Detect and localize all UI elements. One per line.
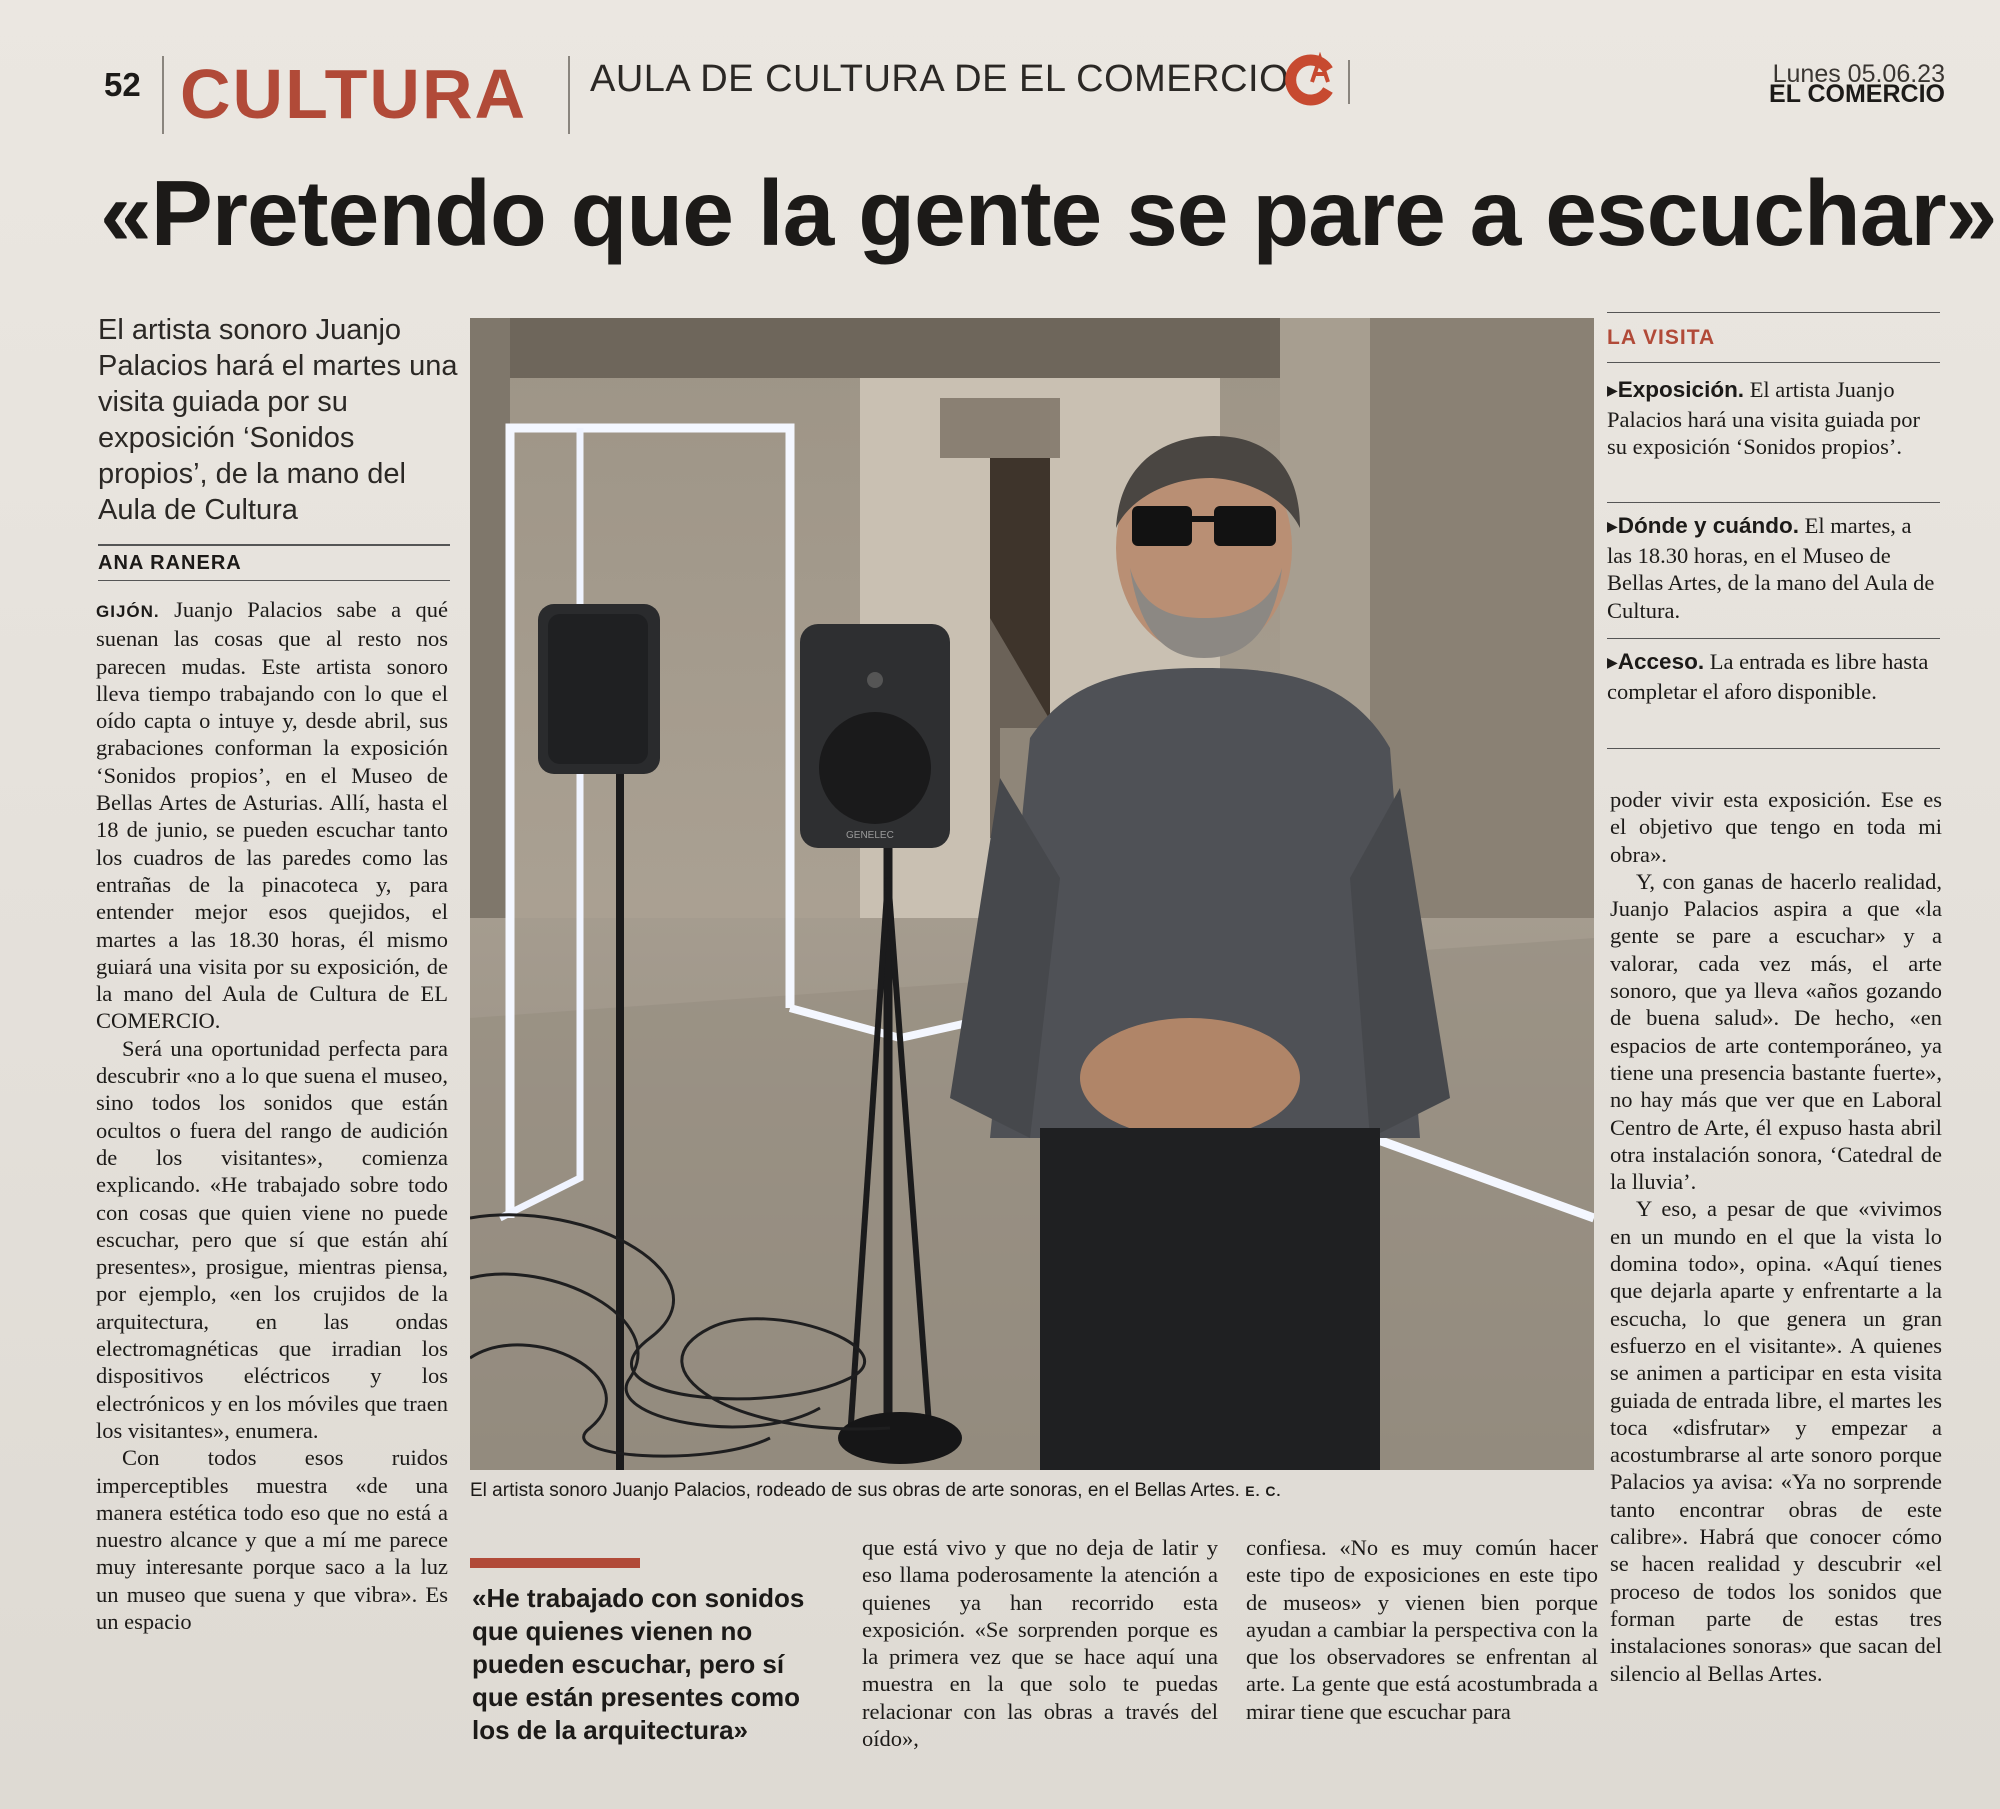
sidebar-item-donde-cuando [1607, 512, 1940, 624]
article-photo [470, 318, 1594, 1470]
bullet-triangle-icon: ▶ [1607, 656, 1618, 671]
section-title: CULTURA [180, 55, 528, 133]
sidebar-item-acceso [1607, 648, 1940, 705]
caption-text: El artista sonoro Juanjo Palacios, rodeado de sus obras de arte sonoras, en el Bellas Artes. [470, 1480, 1240, 1501]
quote-accent-bar [470, 1558, 640, 1568]
divider [1607, 502, 1940, 503]
author-byline: ANA RANERA [98, 552, 242, 574]
sidebar-item-text: El martes, a las 18.30 horas, en el Museo de Bellas Artes, de la mano del Aula de Cultura. [1607, 513, 1935, 623]
divider [98, 544, 450, 546]
sidebar-item-label: Acceso. [1617, 649, 1705, 674]
paragraph: que está vivo y que no deja de latir y eso llama poderosamente la atención a quienes ya han recorrido esta exposición. «Se sorprenden porque es la primera vez que se hace aquí una muestra en la que solo te puedas relacionar con las obras a través del oído», [862, 1535, 1218, 1752]
paragraph: Y, con ganas de hacerlo realidad, Juanjo Palacios aspira a que «la gente se pare a escuchar» y a valorar, cada vez más, el arte sonoro, que ya lleva «años gozando de buena salud». De hecho, «en espacios de arte contemporáneo, ya tiene una presencia bastante fuerte», no hay más que ver que en Laboral Centro de Arte, él expuso hasta abril otra instalación sonora, ‘Catedral de la lluvia’. [1610, 868, 1942, 1195]
bullet-triangle-icon: ▶ [1607, 520, 1618, 535]
newspaper-name: EL COMERCIO [1769, 80, 1945, 108]
sidebar-item-exposicion [1607, 376, 1940, 461]
header-divider [162, 56, 164, 134]
paragraph: Y eso, a pesar de que «vivimos en un mundo en el que la vista lo domina todo», opina. «Aquí tienes que dejarla aparte y enfrentarte a la escucha, lo que genera un gran esfuerzo en el visitante». A quienes se animen a participar en esta visita guiada de entrada libre, el martes les toca «disfrutar» y empezar a acostumbrarse al arte sonoro porque Palacios ya avisa: «Ya no sorprende tanto encontrar obras de este calibre». Habrá que conocer cómo se hacen realidad y descubrir «el proceso de todos los sonidos que forman parte de estas tres instalaciones sonoras» que sacan del silencio al Bellas Artes. [1610, 1196, 1942, 1686]
sidebar-item-text: La entrada es libre hasta completar el aforo disponible. [1607, 649, 1929, 704]
divider [1607, 362, 1940, 363]
bullet-triangle-icon: ▶ [1607, 384, 1618, 399]
article-column-2 [862, 1534, 1218, 1752]
article-column-3 [1246, 1534, 1598, 1725]
header-divider [568, 56, 570, 134]
paragraph [96, 596, 448, 1035]
paragraph: Será una oportunidad perfecta para descubrir «no a lo que suena el museo, sino todos los sonidos que están ocultos o fuera del rango de audición de los visitantes», comienza explicando. «He trabajado sobre todo con cosas que quien viene no puede escuchar, pero que sí que están ahí presentes», prosigue, mientras piensa, por ejemplo, «en los crujidos de la arquitectura, en las ondas electromagnéticas que irradian los dispositivos eléctricos y los electrónicos y en los móviles que traen los visitantes», enumera. [96, 1035, 448, 1443]
divider [1607, 748, 1940, 749]
page-number: 52 [104, 66, 141, 103]
photo-caption [470, 1480, 1600, 1502]
aula-cultura-logo-icon [1282, 52, 1338, 108]
speaker-brand: GENELEC [846, 830, 894, 841]
article-column-1 [96, 596, 448, 1635]
supplement-title: AULA DE CULTURA DE EL COMERCIO [590, 58, 1290, 100]
lead-paragraph: El artista sonoro Juanjo Palacios hará el martes una visita guiada por su exposición ‘Sonidos propios’, de la mano del Aula de Cultura [98, 314, 458, 526]
issue-date: Lunes 05.06.23 [1772, 60, 1945, 88]
pull-quote: «He trabajado con sonidos que quienes vienen no pueden escuchar, pero sí que están presentes como los de la arquitectura» [472, 1583, 805, 1745]
article-column-4 [1610, 786, 1942, 1687]
paragraph-text: Juanjo Palacios sabe a qué suenan las cosas que al resto nos parecen mudas. Este artista sonoro lleva tiempo trabajando con lo que el oído capta o intuye y, desde abril, sus grabaciones conforman la exposición ‘Sonidos propios’, en el Museo de Bellas Artes de Asturias. Allí, hasta el 18 de junio, se pueden escuchar tanto los cuadros de las paredes como las entrañas de la pinacoteca y, para entender mejor esos quejidos, el martes a las 18.30 horas, él mismo guiará una visita por su exposición, de la mano del Aula de Cultura de EL COMERCIO. [96, 597, 448, 1034]
dateline: GIJÓN. [96, 602, 160, 621]
divider [1607, 312, 1940, 313]
sidebar-title: LA VISITA [1607, 326, 1716, 349]
sidebar-item-label: Dónde y cuándo. [1617, 513, 1800, 538]
header-divider [1348, 60, 1350, 104]
sidebar-item-text: El artista Juanjo Palacios hará una visita guiada por su exposición ‘Sonidos propios’. [1607, 377, 1921, 459]
sidebar-item-label: Exposición. [1617, 377, 1745, 402]
photo-credit: E. C. [1245, 1483, 1282, 1499]
headline: «Pretendo que la gente se pare a escuchar» [100, 161, 1997, 265]
paragraph: Con todos esos ruidos imperceptibles muestra «de una manera estética todo eso que no está a nuestro alcance y que a mí me parece muy interesante porque saco a la luz un museo que suena y que vibra». Es un espacio [96, 1445, 448, 1634]
divider [98, 580, 450, 581]
divider [1607, 638, 1940, 639]
paragraph: poder vivir esta exposición. Ese es el objetivo que tengo en toda mi obra». [1610, 787, 1942, 867]
paragraph: confiesa. «No es muy común hacer este tipo de exposiciones en este tipo de museos» y vienen bien porque ayudan a cambiar la perspectiva con la que los observadores se enfrentan al arte. La gente que está acostumbrada a mirar tiene que escuchar para [1246, 1535, 1598, 1724]
